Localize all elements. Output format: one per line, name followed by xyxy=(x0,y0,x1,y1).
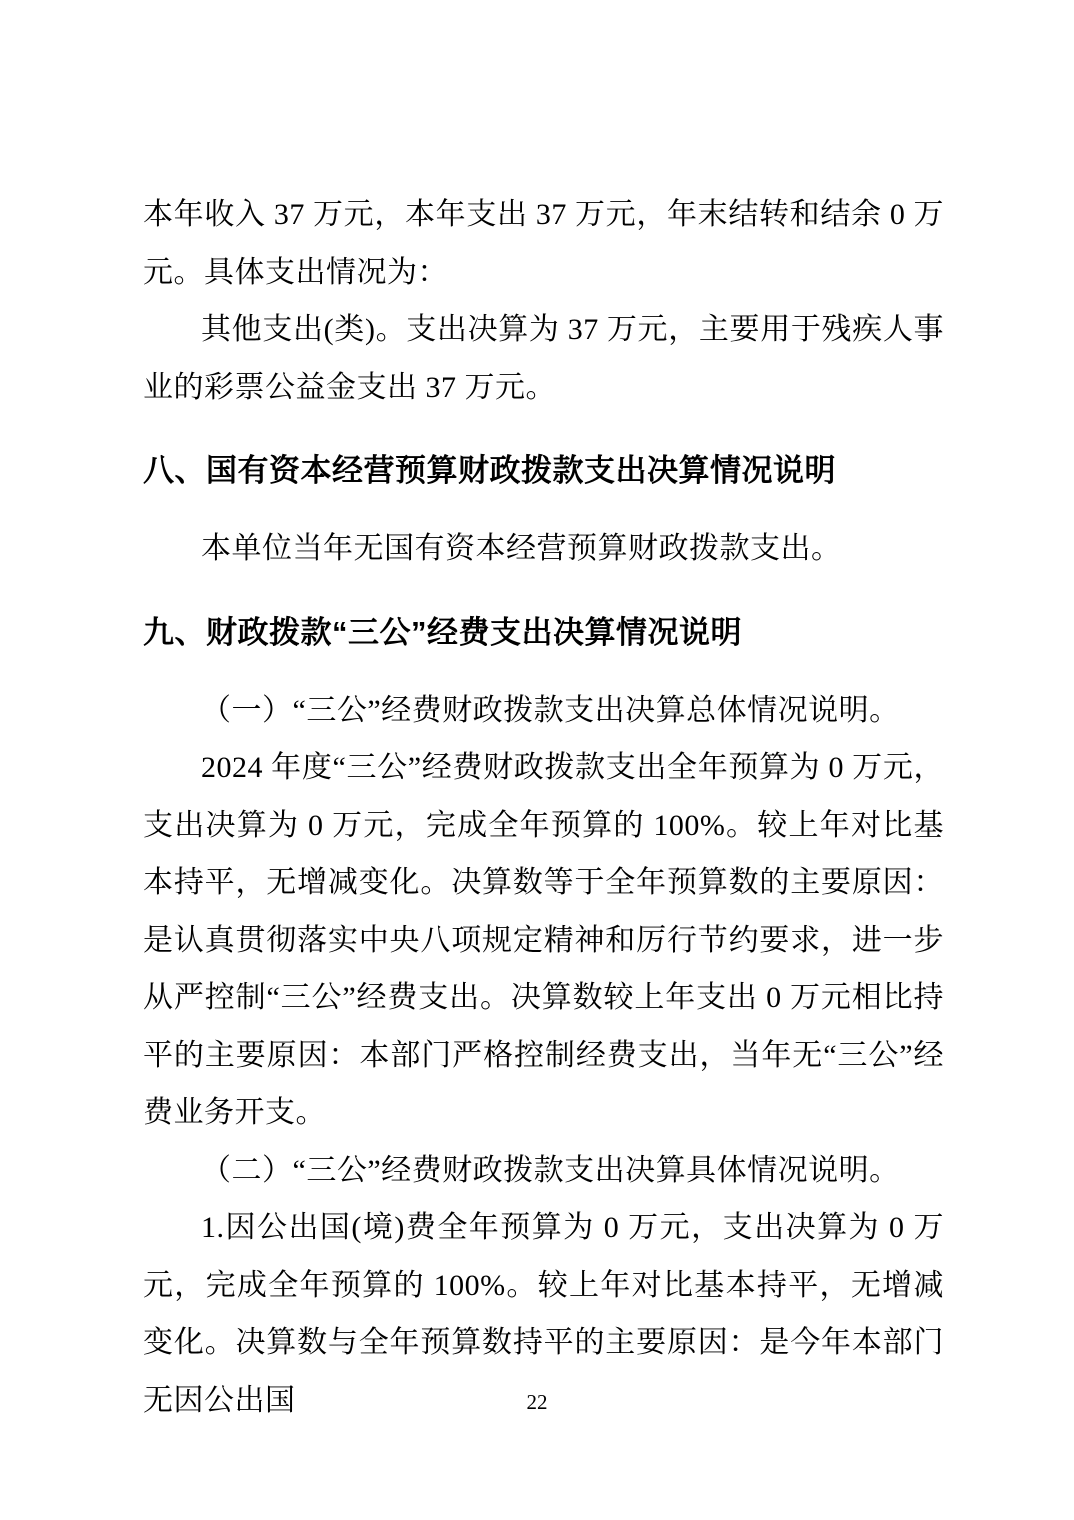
document-body xyxy=(143,186,944,1429)
paragraph-three-public-overall-detail: 2024 年度“三公”经费财政拨款支出全年预算为 0 万元，支出决算为 0 万元，完成全年预算的 100%。较上年对比基本持平，无增减变化。决算数等于全年预算数的主要原因：是认真贯彻落实中央八项规定精神和厉行节约要求，进一步从严控制“三公”经费支出。决算数较上年支出 0 万元相比持平的主要原因：本部门严格控制经费支出，当年无“三公”经费业务开支。 xyxy=(143,751,944,1129)
section-heading-9-three-public-expenses: 九、财政拨款“三公”经费支出决算情况说明 xyxy=(143,614,742,650)
section-heading-8-state-capital-budget: 八、国有资本经营预算财政拨款支出决算情况说明 xyxy=(143,453,836,488)
page-number: 22 xyxy=(526,1390,548,1414)
paragraph-other-expenditure-detail: 其他支出(类)。支出决算为 37 万元，主要用于残疾人事业的彩票公益金支出 37 万元。 xyxy=(143,313,944,404)
paragraph-carryover-expenditure-summary: 本年收入 37 万元，本年支出 37 万元，年末结转和结余 0 万元。具体支出情况为： xyxy=(143,198,944,289)
paragraph-three-public-specific-title: （二）“三公”经费财政拨款支出决算具体情况说明。 xyxy=(201,1153,900,1187)
paragraph-three-public-overall-title: （一）“三公”经费财政拨款支出决算总体情况说明。 xyxy=(201,693,900,727)
paragraph-no-state-capital-expenditure: 本单位当年无国有资本经营预算财政拨款支出。 xyxy=(201,532,842,565)
paragraph-overseas-travel-expenses: 1.因公出国(境)费全年预算为 0 万元，支出决算为 0 万元，完成全年预算的 100%。较上年对比基本持平，无增减变化。决算数与全年预算数持平的主要原因：是今年本部门无因公出国 xyxy=(143,1211,944,1417)
